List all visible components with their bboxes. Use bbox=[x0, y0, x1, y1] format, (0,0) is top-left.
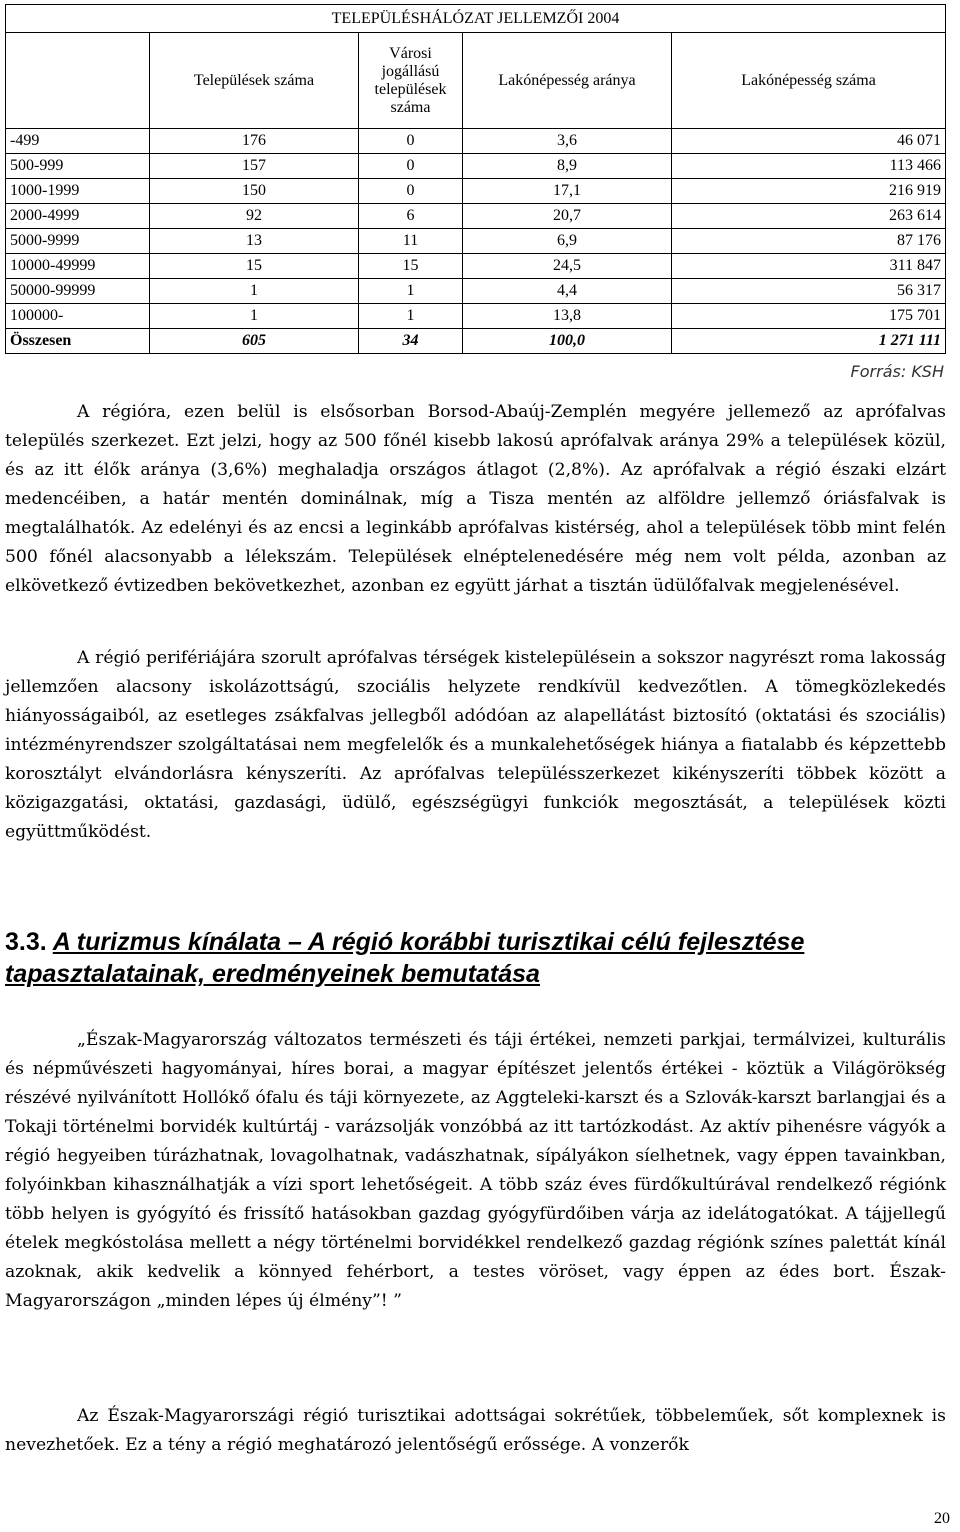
section-heading bbox=[5, 926, 946, 990]
row-population: 113 466 bbox=[672, 154, 946, 179]
table-row bbox=[6, 204, 946, 229]
table-row bbox=[6, 254, 946, 279]
table-row bbox=[6, 229, 946, 254]
row-towns: 0 bbox=[359, 179, 463, 204]
total-settlements: 605 bbox=[150, 329, 359, 354]
table-body bbox=[6, 129, 946, 354]
header-population-count: Lakónépesség száma bbox=[672, 33, 946, 129]
settlement-table bbox=[5, 4, 946, 354]
row-share: 24,5 bbox=[463, 254, 672, 279]
row-settlements: 92 bbox=[150, 204, 359, 229]
row-share: 3,6 bbox=[463, 129, 672, 154]
row-settlements: 176 bbox=[150, 129, 359, 154]
row-towns: 6 bbox=[359, 204, 463, 229]
row-share: 20,7 bbox=[463, 204, 672, 229]
row-population: 46 071 bbox=[672, 129, 946, 154]
section-title: A turizmus kínálata – A régió korábbi turisztikai célú fejlesztése tapasztalatainak, eredményeinek bemutatása bbox=[5, 928, 805, 988]
page-number: 20 bbox=[934, 1510, 950, 1527]
table-source: Forrás: KSH bbox=[850, 362, 944, 381]
table-row bbox=[6, 304, 946, 329]
row-settlements: 1 bbox=[150, 279, 359, 304]
header-population-share: Lakónépesség aránya bbox=[463, 33, 672, 129]
header-town-count: Városi jogállású települések száma bbox=[359, 33, 463, 129]
row-category: 1000-1999 bbox=[6, 179, 150, 204]
row-population: 311 847 bbox=[672, 254, 946, 279]
row-settlements: 13 bbox=[150, 229, 359, 254]
row-towns: 11 bbox=[359, 229, 463, 254]
total-share: 100,0 bbox=[463, 329, 672, 354]
row-settlements: 15 bbox=[150, 254, 359, 279]
row-category: 100000- bbox=[6, 304, 150, 329]
paragraph-tourism-assets: Az Észak-Magyarországi régió turisztikai adottságai sokrétűek, többeleműek, sőt komplexnek is nevezhetőek. Ez a tény a régió meghatározó jelentőségű erőssége. A vonzerők bbox=[5, 1406, 946, 1455]
paragraph-tourism-quote: „Észak-Magyarország változatos természeti és táji értékei, nemzeti parkjai, termálvizei, kulturális és népművészeti hagyományai, híres borai, a magyar építészet jelentős értékei - köztük a Világörökség részévé nyilvánított Hollókő ófalu és táji környezete, az Aggteleki-karszt és a Szlovák-karszt barlangjai és a Tokaji történelmi borvidék kultúrtáj - varázsolják vonzóbbá az itt tartózkodást. Az aktív pihenésre vágyók a régió hegyeiben túrázhatnak, lovagolhatnak, vadászhatnak, sípályákon síelhetnek, vagy éppen tavainkban, folyóinkban kihasználhatják a vízi sport lehetőségeit. A több száz éves fürdőkultúrával rendelkező régiónk több helyen is gyógyító és frissítő hatásokban gazdag gyógyfürdőiben várja az idelátogatókat. A tájjellegű ételek megkóstolása mellett a négy történelmi borvidékkel rendelkező gazdag régiónk színes palettát kínál azoknak, akik kedvelik a könnyed fehérbort, a testes vöröset, vagy éppen az édes bort. Észak-Magyarországon „minden lépes új élmény”! ” bbox=[5, 1030, 946, 1311]
total-population: 1 271 111 bbox=[672, 329, 946, 354]
row-category: 50000-99999 bbox=[6, 279, 150, 304]
row-category: 500-999 bbox=[6, 154, 150, 179]
table-row bbox=[6, 129, 946, 154]
header-size-category bbox=[6, 33, 150, 129]
row-share: 4,4 bbox=[463, 279, 672, 304]
row-towns: 1 bbox=[359, 279, 463, 304]
row-towns: 15 bbox=[359, 254, 463, 279]
row-population: 216 919 bbox=[672, 179, 946, 204]
table-caption: TELEPÜLÉSHÁLÓZAT JELLEMZŐI 2004 bbox=[6, 5, 946, 33]
row-population: 87 176 bbox=[672, 229, 946, 254]
total-towns: 34 bbox=[359, 329, 463, 354]
row-towns: 0 bbox=[359, 129, 463, 154]
row-population: 175 701 bbox=[672, 304, 946, 329]
row-towns: 0 bbox=[359, 154, 463, 179]
row-category: 10000-49999 bbox=[6, 254, 150, 279]
row-category: 2000-4999 bbox=[6, 204, 150, 229]
paragraph-peripheral-areas: A régió perifériájára szorult aprófalvas térségek kistelepülésein a sokszor nagyrészt roma lakosság jellemzően alacsony iskolázottságú, szociális helyzete rendkívül kedvezőtlen. A tömegközlekedés hiányosságaiból, az esetleges zsákfalvas jellegből adódóan az alapellátást biztosító (oktatási és szociális) intézményrendszer szolgáltatásai nem megfelelők és a munkalehetőségek hiánya a fiatalabb és képzettebb korosztályt elvándorlásra kényszeríti. Az aprófalvas településszerkezet kikényszeríti többek között a közigazgatási, oktatási, gazdasági, üdülő, egészségügyi funkciók megosztását, a települések közti együttműködést. bbox=[5, 648, 946, 842]
table-row bbox=[6, 279, 946, 304]
table-row bbox=[6, 179, 946, 204]
table-row-total bbox=[6, 329, 946, 354]
row-category: -499 bbox=[6, 129, 150, 154]
row-category: 5000-9999 bbox=[6, 229, 150, 254]
row-share: 6,9 bbox=[463, 229, 672, 254]
table-row bbox=[6, 154, 946, 179]
row-population: 56 317 bbox=[672, 279, 946, 304]
row-share: 17,1 bbox=[463, 179, 672, 204]
row-share: 13,8 bbox=[463, 304, 672, 329]
total-label: Összesen bbox=[6, 329, 150, 354]
row-towns: 1 bbox=[359, 304, 463, 329]
header-settlement-count: Települések száma bbox=[150, 33, 359, 129]
row-settlements: 157 bbox=[150, 154, 359, 179]
paragraph-settlement-structure: A régióra, ezen belül is elsősorban Borsod-Abaúj-Zemplén megyére jellemező az aprófalvas település szerkezet. Ezt jelzi, hogy az 500 főnél kisebb lakosú aprófalvak aránya 29% a települések közül, és az itt élők aránya (3,6%) meghaladja országos átlagot (2,8%). Az aprófalvak a régió északi elzárt medencéiben, a határ mentén dominálnak, míg a Tisza mentén az alföldre jellemző óriásfalvak is megtalálhatók. Az edelényi és az encsi a leginkább aprófalvas kistérség, ahol a települések több mint felén 500 főnél alacsonyabb a lélekszám. Települések elnéptelenedésére még nem volt példa, azonban az elkövetkező évtizedben bekövetkezhet, azonban ez együtt járhat a tisztán üdülőfalvak megjelenésével. bbox=[5, 402, 946, 596]
row-settlements: 1 bbox=[150, 304, 359, 329]
section-number: 3.3. bbox=[5, 928, 47, 956]
row-population: 263 614 bbox=[672, 204, 946, 229]
row-settlements: 150 bbox=[150, 179, 359, 204]
row-share: 8,9 bbox=[463, 154, 672, 179]
